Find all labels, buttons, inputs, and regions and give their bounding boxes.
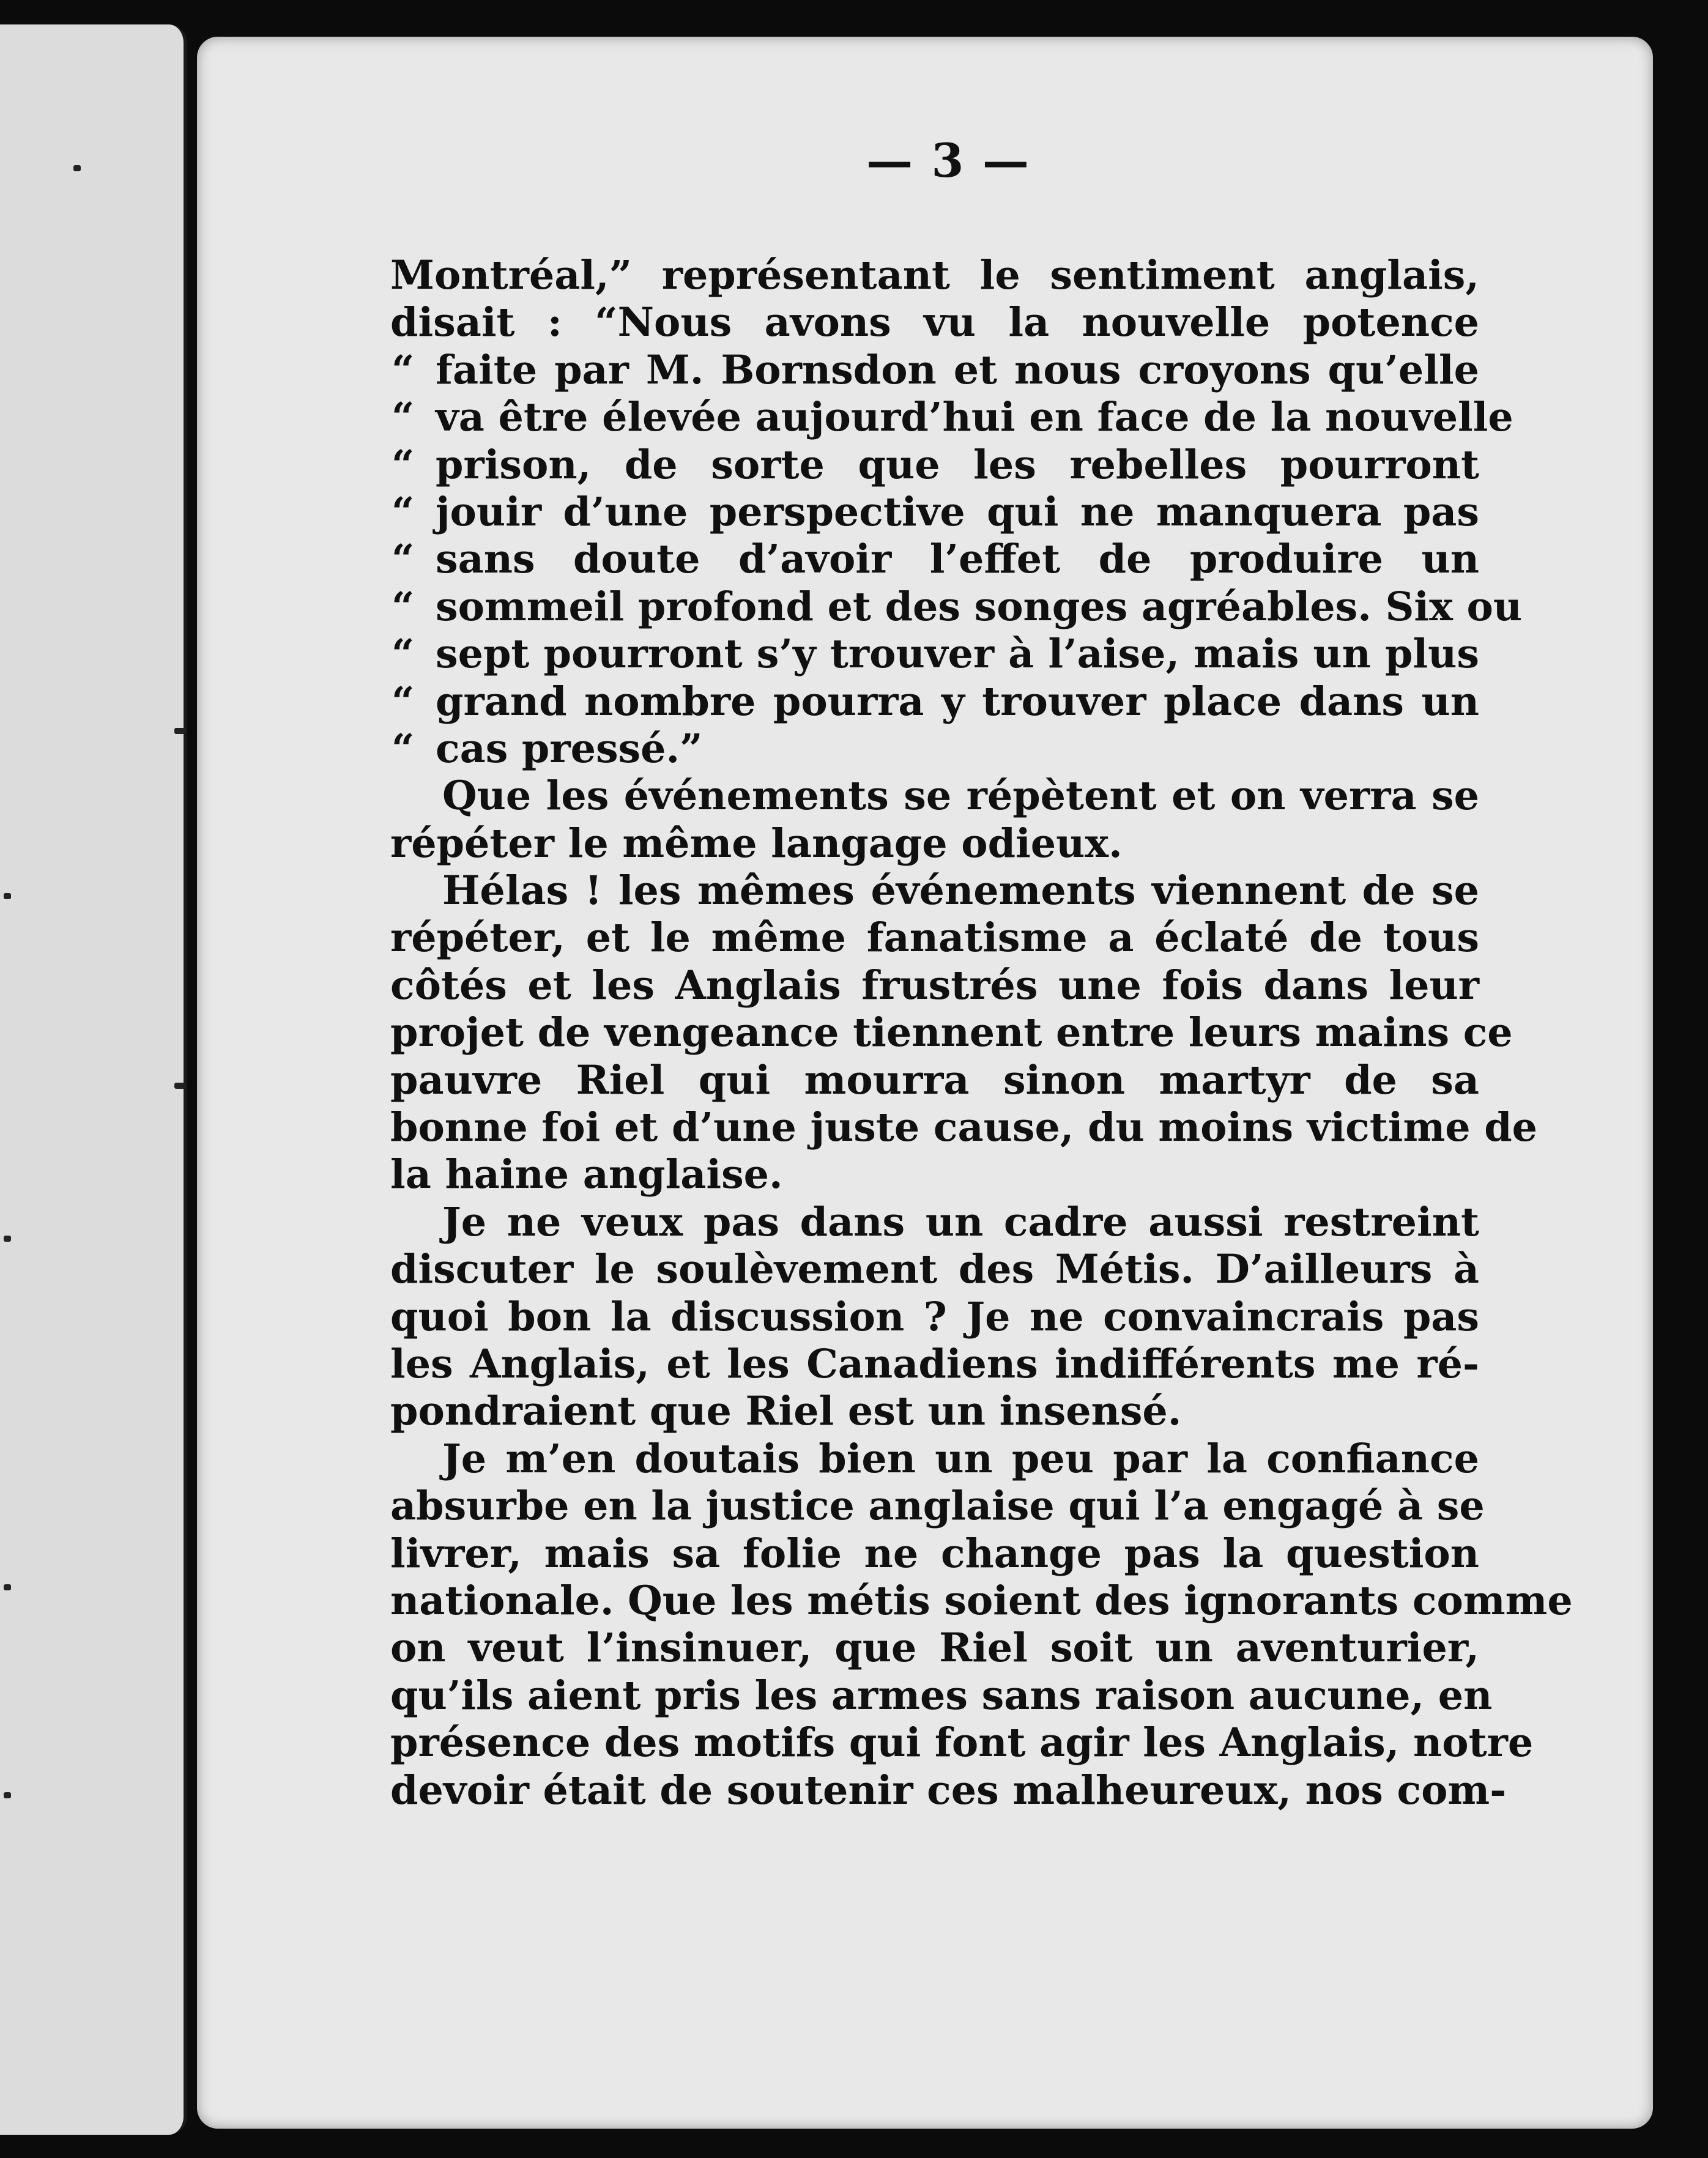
text-line: répéter le même langage odieux. — [390, 820, 1123, 867]
quoted-line — [390, 678, 1479, 725]
text-line: absurbe en la justice anglaise qui l’a engagé à se — [390, 1483, 1485, 1530]
quoted-text: prison, de sorte que les rebelles pourront — [436, 441, 1479, 488]
ink-speck — [174, 728, 185, 734]
text-line: pauvre Riel qui mourra sinon martyr de sa — [390, 1056, 1479, 1103]
quoted-line — [390, 536, 1479, 583]
quote-mark: “ — [392, 536, 415, 583]
paragraph-first-line: Je m’en doutais bien un peu par la confiance — [442, 1435, 1479, 1482]
quoted-text: sept pourront s’y trouver à l’aise, mais un plus — [436, 631, 1479, 678]
ink-speck — [4, 893, 11, 899]
text-line: projet de vengeance tiennent entre leurs mains ce — [390, 1009, 1513, 1056]
ink-speck — [73, 165, 81, 171]
ink-speck — [4, 1236, 11, 1242]
quote-mark: “ — [392, 394, 415, 441]
page-number: — 3 — — [866, 133, 1030, 188]
text-line: discuter le soulèvement des Métis. D’ailleurs à — [390, 1246, 1479, 1293]
text-line: la haine anglaise. — [390, 1151, 783, 1198]
text-line: qu’ils aient pris les armes sans raison aucune, en — [390, 1672, 1493, 1719]
quote-mark: “ — [392, 583, 415, 630]
text-line: livrer, mais sa folie ne change pas la question — [390, 1530, 1479, 1577]
quoted-line — [390, 347, 1479, 394]
quoted-line — [390, 442, 1479, 489]
text-line: pondraient que Riel est un insensé. — [390, 1388, 1182, 1435]
text-line: nationale. Que les métis soient des ignorants comme — [390, 1577, 1573, 1624]
ink-speck — [4, 1792, 11, 1798]
quoted-line — [390, 489, 1479, 536]
text-line: les Anglais, et les Canadiens indifférents me ré- — [390, 1340, 1479, 1387]
quoted-line — [390, 583, 1523, 631]
quoted-text: faite par M. Bornsdon et nous croyons qu’elle — [436, 346, 1479, 393]
quoted-line — [390, 394, 1513, 441]
quoted-line — [390, 725, 1479, 773]
quoted-text: cas pressé.” — [436, 725, 703, 772]
previous-page-edge — [0, 24, 187, 2135]
quoted-text: va être élevée aujourd’hui en face de la nouvelle — [436, 394, 1513, 441]
paragraph-first-line: Je ne veux pas dans un cadre aussi restreint — [442, 1198, 1479, 1245]
ink-speck — [4, 1584, 11, 1590]
quote-mark: “ — [392, 725, 415, 772]
quoted-text: jouir d’une perspective qui ne manquera pas — [436, 488, 1479, 535]
text-line: bonne foi et d’une juste cause, du moins victime de — [390, 1104, 1538, 1151]
quoted-text: sans doute d’avoir l’effet de produire un — [436, 536, 1479, 583]
page-body-text — [390, 252, 1573, 1814]
paragraph-first-line: Que les événements se répètent et on verra se — [442, 773, 1479, 820]
text-line: Montréal,” représentant le sentiment anglais, — [390, 252, 1479, 298]
quoted-text: grand nombre pourra y trouver place dans un — [436, 678, 1479, 725]
text-line: devoir était de soutenir ces malheureux, nos com- — [390, 1767, 1507, 1814]
text-line: répéter, et le même fanatisme a éclaté de tous — [390, 914, 1479, 962]
quote-mark: “ — [392, 678, 415, 725]
paragraph-first-line: Hélas ! les mêmes événements viennent de se — [442, 867, 1479, 914]
ink-speck — [174, 1083, 185, 1089]
text-line: côtés et les Anglais frustrés une fois dans leur — [390, 962, 1479, 1009]
quote-mark: “ — [392, 441, 415, 488]
text-line: quoi bon la discussion ? Je ne convaincrais pas — [390, 1293, 1479, 1340]
quoted-line — [390, 631, 1479, 678]
quote-mark: “ — [392, 346, 415, 393]
text-line: disait : “Nous avons vu la nouvelle potence — [390, 299, 1479, 346]
text-line: on veut l’insinuer, que Riel soit un aventurier, — [390, 1625, 1479, 1672]
quote-mark: “ — [392, 631, 415, 678]
text-line: présence des motifs qui font agir les Anglais, notre — [390, 1719, 1534, 1767]
quoted-text: sommeil profond et des songes agréables. Six ou — [436, 583, 1523, 630]
quote-mark: “ — [392, 488, 415, 535]
